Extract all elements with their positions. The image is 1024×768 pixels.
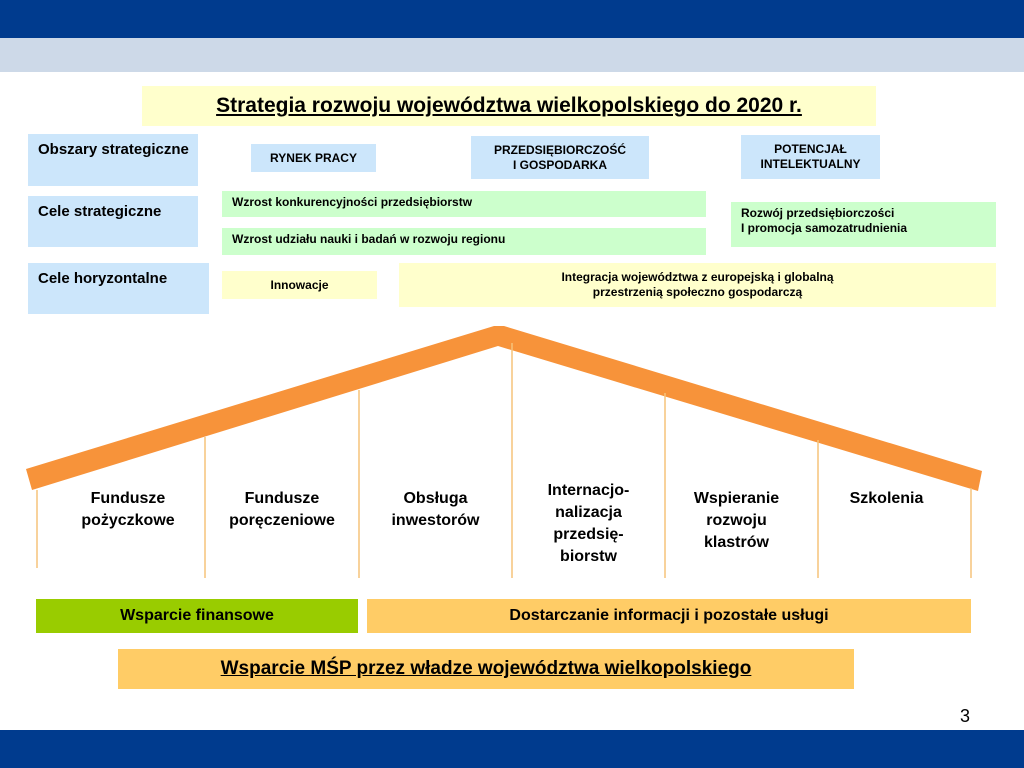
roof-shape xyxy=(26,326,982,491)
pillar-wspieranie-klastrow: Wspieranie rozwoju klastrów xyxy=(693,490,780,551)
row-label-cele-strategiczne: Cele strategiczne xyxy=(28,196,198,247)
row-label-obszary: Obszary strategiczne xyxy=(28,134,198,186)
goal-samozatrudnienie: Rozwój przedsiębiorczości I promocja samozatrudnienia xyxy=(731,202,996,247)
base-wsparcie-finansowe: Wsparcie finansowe xyxy=(36,599,358,633)
row-label-cele-horyzontalne: Cele horyzontalne xyxy=(28,263,209,314)
pillar-internacjonalizacja: Internacjo- nalizacja przedsię- biorstw xyxy=(547,482,630,565)
pillar-szkolenia: Szkolenia xyxy=(849,490,924,507)
page-number: 3 xyxy=(959,706,970,726)
goal-nauka: Wzrost udziału nauki i badań w rozwoju regionu xyxy=(222,228,706,255)
area-rynek-pracy: RYNEK PRACY xyxy=(251,144,376,172)
pillar-obsluga-inwestorow: Obsługa inwestorów xyxy=(391,490,480,529)
goal-konkurencyjnosc: Wzrost konkurencyjności przedsiębiorstw xyxy=(222,191,706,217)
slide-title: Strategia rozwoju województwa wielkopolskiego do 2020 r. xyxy=(142,86,876,126)
footer-title: Wsparcie MŚP przez władze województwa wielkopolskiego xyxy=(118,649,854,689)
base-dostarczanie-informacji: Dostarczanie informacji i pozostałe usługi xyxy=(367,599,971,633)
pillar-fundusze-pozyczkowe: Fundusze pożyczkowe xyxy=(81,490,175,529)
area-przedsiebiorczosc: PRZEDSIĘBIORCZOŚĆ I GOSPODARKA xyxy=(471,136,649,179)
goal-innowacje: Innowacje xyxy=(222,271,377,299)
goal-integracja: Integracja województwa z europejską i globalną przestrzenią społeczno gospodarczą xyxy=(399,263,996,307)
pillar-fundusze-poreczeniowe: Fundusze poręczeniowe xyxy=(229,490,335,529)
bottom-footer-bar xyxy=(0,730,1024,768)
area-potencjal: POTENCJAŁ INTELEKTUALNY xyxy=(741,135,880,179)
